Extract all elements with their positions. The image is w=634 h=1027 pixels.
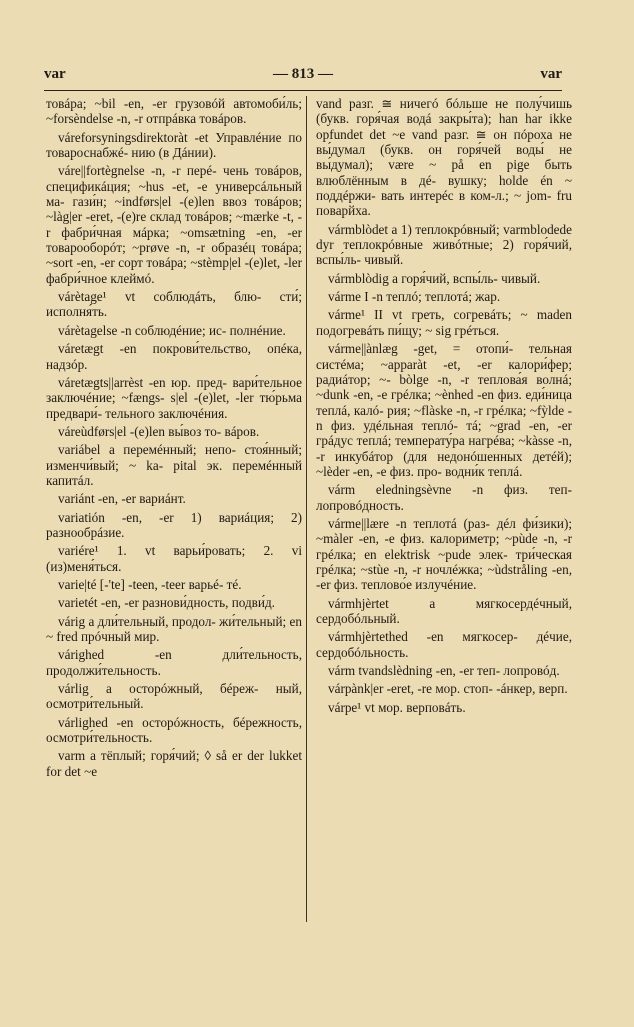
dictionary-entry: várm eledningsèvne -n физ. теп- лопровóдность. (316, 482, 572, 513)
dictionary-entry: várighed -en дли́тельность, продолжи́тельность. (46, 647, 302, 678)
dictionary-entry: váretægt -en покрови́тельство, опéка, надзóр. (46, 341, 302, 372)
dictionary-entry: várme||lære -n теплотá (раз- дéл фи́зики); ~màler -en, -e физ. калори́метр; ~pùde -n, -r грéлка; en elektrisk ~pude элек- три́ческая грéлка; ~stùe -n, -r ночлéжка; ~ùdstråling -en, -er физ. теплово́е излучéние. (316, 515, 572, 593)
header-left-guide-word: var (44, 66, 66, 82)
header-right-guide-word: var (540, 66, 562, 82)
dictionary-entry: várm tvandslèdning -en, -er теп- лопровóд. (328, 663, 560, 679)
dictionary-entry: váre||fortègnelse -n, -r перé- чень товáров, спецификáция; ~hus -et, -e универсáльный ма- гази́н; ~indførs|el -(e)len ввоз товáров; ~làg|er -eret, -(e)re склад товáров; ~mærke -t, -r фабри́чная мáрка; ~omsætning -en, -er товарооборóт; ~prøve -n, -r образéц товáра; ~sort -en, -er сорт товáра; ~stèmp|el -(e)let, -ler фабри́чное клеймó. (46, 163, 302, 286)
dictionary-entry: várpànk|er -eret, -re мор. стоп- -áнкер, верп. (328, 681, 568, 697)
dictionary-entry: váreforsyningsdirektoràt -et Управлéние по товароснабжé- нию (в Дáнии). (46, 129, 302, 161)
dictionary-entry: variatión -en, -er 1) вариáция; 2) разнообрáзие. (46, 509, 302, 540)
dictionary-entry: товáра; ~bil -en, -er грузовóй автомоби́ль; ~forsèndelse -n, -r отпрáвка товáров. (46, 96, 302, 127)
dictionary-entry: várlighed -en осторóжность, бéрежность, осмотри́тельность. (46, 714, 302, 746)
dictionary-entry: várme¹ II vt греть, согревáть; ~ maden подогревáть пи́щу; ~ sig грéться. (316, 307, 572, 338)
dictionary-entry: váreùdførs|el -(e)len вы́воз то- вáров. (58, 423, 260, 439)
dictionary-entry: várlig a осторóжный, бéреж- ный, осмотри́тельный. (46, 681, 302, 712)
dictionary-entry: váretægts||arrèst -en юр. пред- вари́тельное заключéние; ~fængs- s|el -(e)let, -ler тю́рьма предвари́- тельного заключéния. (46, 374, 302, 421)
dictionary-entry: vármblòdet a 1) теплокрóвный; varmblodede dyr теплокрóвные живóтные; 2) горя́чий, вспы́ль- чивый. (316, 221, 572, 268)
dictionary-entry: várme||ànlæg -get, = отопи́- тельная систéма; ~apparàt -et, -er калори́фер; радиáтор; ~- bòlge -n, -r теплова́я волнá; ~dunk -en, -e грéлка; ~ènhed -en физ. еди́ница теплá, калó- рия; ~flàske -n, -r грéлка; ~fỳlde -n физ. удéльная теплó- тá; ~grad -en, -er грáдус теплá; температу́ра нагрéва; ~kàsse -n, -r инкубáтор (для недонóшенных детéй); ~lèder -en, -e физ. про- водни́к теплá. (316, 341, 572, 479)
dictionary-entry: varm a тёплый; горя́чий; ◊ så er der lukket for det ~e (46, 748, 302, 779)
right-column (316, 96, 572, 718)
dictionary-entry: vármblòdig a горя́чий, вспы́ль- чивый. (328, 270, 541, 286)
dictionary-entry: variánt -en, -er вариáнт. (58, 491, 186, 507)
header-rule (44, 90, 562, 91)
dictionary-entry: várme I -n теплó; теплотá; жар. (328, 289, 501, 305)
dictionary-entry: variére¹ 1. vt варьи́ровать; 2. vi (из)меня́ться. (46, 543, 302, 574)
dictionary-entry: várpe¹ vt мор. верповáть. (328, 699, 466, 715)
dictionary-entry: várètage¹ vt соблюдáть, блю- сти́; исполня́ть. (46, 289, 302, 320)
dictionary-entry: variábel a перемéнный; непо- стоя́нный; изменчи́вый; ~ ka- pital эк. перемéнный капитáл. (46, 442, 302, 488)
page-header (44, 66, 562, 88)
dictionary-entry: varie|té [-'te] -teen, -teer варьé- тé. (58, 576, 242, 592)
column-divider (306, 96, 307, 922)
dictionary-entry: vármhjèrtet a мягкосердéчный, сердобóльный. (316, 595, 572, 626)
dictionary-entry: várètagelse -n соблюдéние; ис- полнéние. (58, 322, 286, 338)
dictionary-entry: varietét -en, -er разнови́дность, подви́д. (58, 595, 275, 611)
left-column (46, 96, 302, 782)
page-number: — 813 — (273, 66, 333, 82)
dictionary-entry: vand разг. ≅ ничегó бóльше не полу́чишь (букв. горя́чая водá закры́та); han har ikke opfundet det ~e vand разг. ≅ он пóроха не вы́думал (букв. он горя́чей воды́ не вы́думал); være ~ på en pige быть влюблённым в дé- вушку; holde én ~ поддéржи- вать интерéс в ком-л.; ~ jom- fru поварйха. (316, 96, 572, 219)
dictionary-entry: vármhjèrtethed -en мягкосер- дéчие, сердобóльность. (316, 629, 572, 660)
dictionary-entry: várig a дли́тельный, продол- жи́тельный; en ~ fred прóчный мир. (46, 613, 302, 644)
